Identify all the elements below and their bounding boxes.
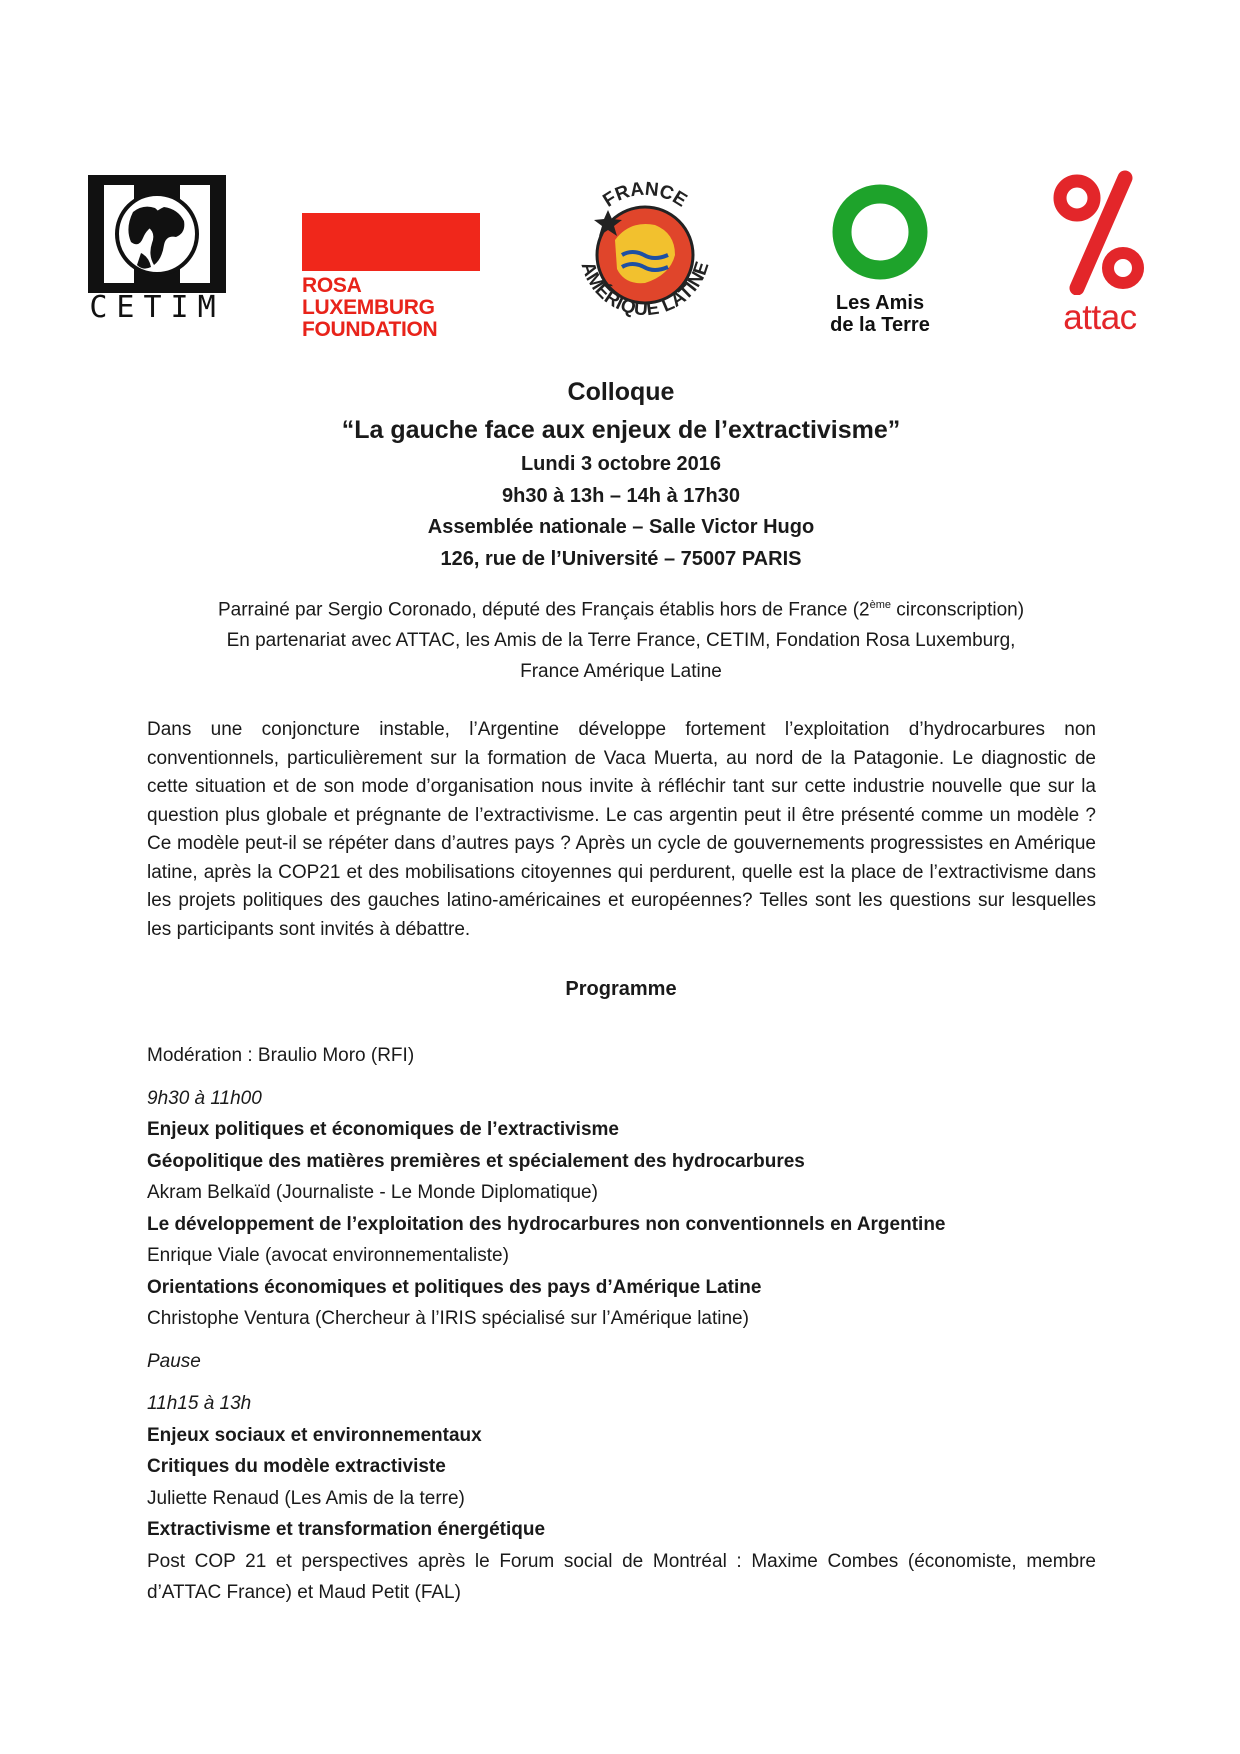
event-header	[146, 373, 1096, 575]
rosa-text-line-2: LUXEMBURG	[302, 296, 435, 319]
fal-emblem-icon	[560, 170, 730, 340]
rosa-luxemburg-logo	[302, 213, 480, 341]
sponsor-line	[146, 590, 1096, 625]
fal-bottom-text: AMÉRIQUE LATINE	[576, 259, 714, 321]
percent-sign-icon	[1045, 170, 1155, 295]
green-ring-icon	[805, 180, 955, 290]
event-date: Lundi 3 octobre 2016	[520, 453, 722, 475]
session-2-theme: Enjeux sociaux et environnementaux	[147, 1424, 482, 1446]
talk-speaker: Enrique Viale (avocat environnementaliste)	[147, 1245, 509, 1266]
cetim-logo-text: CETIM	[89, 290, 225, 325]
partner-logos	[70, 150, 1170, 340]
rosa-text-line-3: FOUNDATION	[302, 318, 438, 341]
amis-text-line-1: Les Amis	[835, 292, 925, 314]
programme-title: Programme	[565, 978, 677, 1000]
rosa-text-line-1: ROSA	[302, 274, 362, 297]
attac-logo-text: attac	[1063, 298, 1137, 337]
talk-title: Critiques du modèle extractiviste	[147, 1456, 446, 1477]
sponsor-text-a: Parrainé par Sergio Coronado, député des Français établis hors de France (2	[217, 599, 870, 621]
sponsor-superscript: ème	[869, 599, 891, 611]
france-amerique-latine-logo	[560, 170, 730, 340]
amis-logo-text	[805, 292, 955, 336]
moderation: Modération : Braulio Moro (RFI)	[147, 1045, 415, 1066]
programme-list	[147, 1040, 1096, 1609]
pause-label: Pause	[147, 1350, 201, 1372]
talk-speaker: Akram Belkaïd (Journaliste - Le Monde Diplomatique)	[147, 1182, 598, 1203]
session-1-theme: Enjeux politiques et économiques de l’extractivisme	[147, 1119, 619, 1140]
sponsorship	[146, 590, 1096, 687]
event-title: “La gauche face aux enjeux de l’extractivisme”	[341, 416, 901, 444]
fal-top-text: FRANCE	[599, 178, 691, 212]
event-hours: 9h30 à 13h – 14h à 17h30	[502, 484, 740, 507]
talk-title: Extractivisme et transformation énergétique	[147, 1519, 546, 1540]
talk-speaker: Juliette Renaud (Les Amis de la terre)	[147, 1487, 465, 1509]
talk-title: Orientations économiques et politiques des pays d’Amérique Latine	[147, 1276, 762, 1298]
amis-de-la-terre-logo	[805, 180, 955, 340]
partners-line-2: France Amérique Latine	[520, 661, 722, 683]
partners-line: En partenariat avec ATTAC, les Amis de la Terre France, CETIM, Fondation Rosa Luxemburg,	[226, 630, 1016, 652]
attac-logo	[1045, 170, 1155, 340]
talk-title: Le développement de l’exploitation des hydrocarbures non conventionnels en Argentine	[147, 1213, 946, 1235]
session-2-time: 11h15 à 13h	[147, 1393, 252, 1414]
sponsor-text-b: circonscription)	[891, 599, 1025, 621]
rosa-red-block	[302, 213, 480, 271]
talk-speaker: Post COP 21 et perspectives après le Forum social de Montréal : Maxime Combes (économiste, membre d’ATTAC France) et Maud Petit (FAL)	[147, 1550, 1096, 1603]
talk-speaker: Christophe Ventura (Chercheur à l’IRIS spécialisé sur l’Amérique latine)	[147, 1308, 749, 1329]
intro-paragraph: Dans une conjoncture instable, l’Argentine développe fortement l’exploitation d’hydrocarbures non conventionnels, particulièrement sur la formation de Vaca Muerta, au nord de la Patagonie. Le diagnostic de cette situation et de son mode d’organisation nous invite à réfléchir tant sur cette industrie nouvelle que sur la question plus globale et prégnante de l’extractivisme. Le cas argentin peut il être présenté comme un modèle ? Ce modèle peut-il se répéter dans d’autres pays ? Après un cycle de gouvernements progressistes en Amérique latine, après la COP21 et des mobilisations citoyennes qui perdurent, quelle est la place de l’extractivisme dans les projets politiques des gauches latino-américaines et européennes? Telles sont les questions sur lesquelles les participants sont invités à débattre.	[147, 719, 1096, 940]
session-1-time: 9h30 à 11h00	[147, 1087, 262, 1109]
rosa-logo-text	[302, 275, 437, 341]
amis-text-line-2: de la Terre	[830, 314, 930, 336]
event-address: 126, rue de l’Université – 75007 PARIS	[440, 547, 802, 570]
cetim-logo	[78, 167, 236, 337]
event-venue: Assemblée nationale – Salle Victor Hugo	[427, 516, 815, 538]
cetim-globe-icon	[78, 167, 236, 297]
event-type: Colloque	[567, 378, 675, 406]
talk-title: Géopolitique des matières premières et spécialement des hydrocarbures	[147, 1150, 805, 1172]
